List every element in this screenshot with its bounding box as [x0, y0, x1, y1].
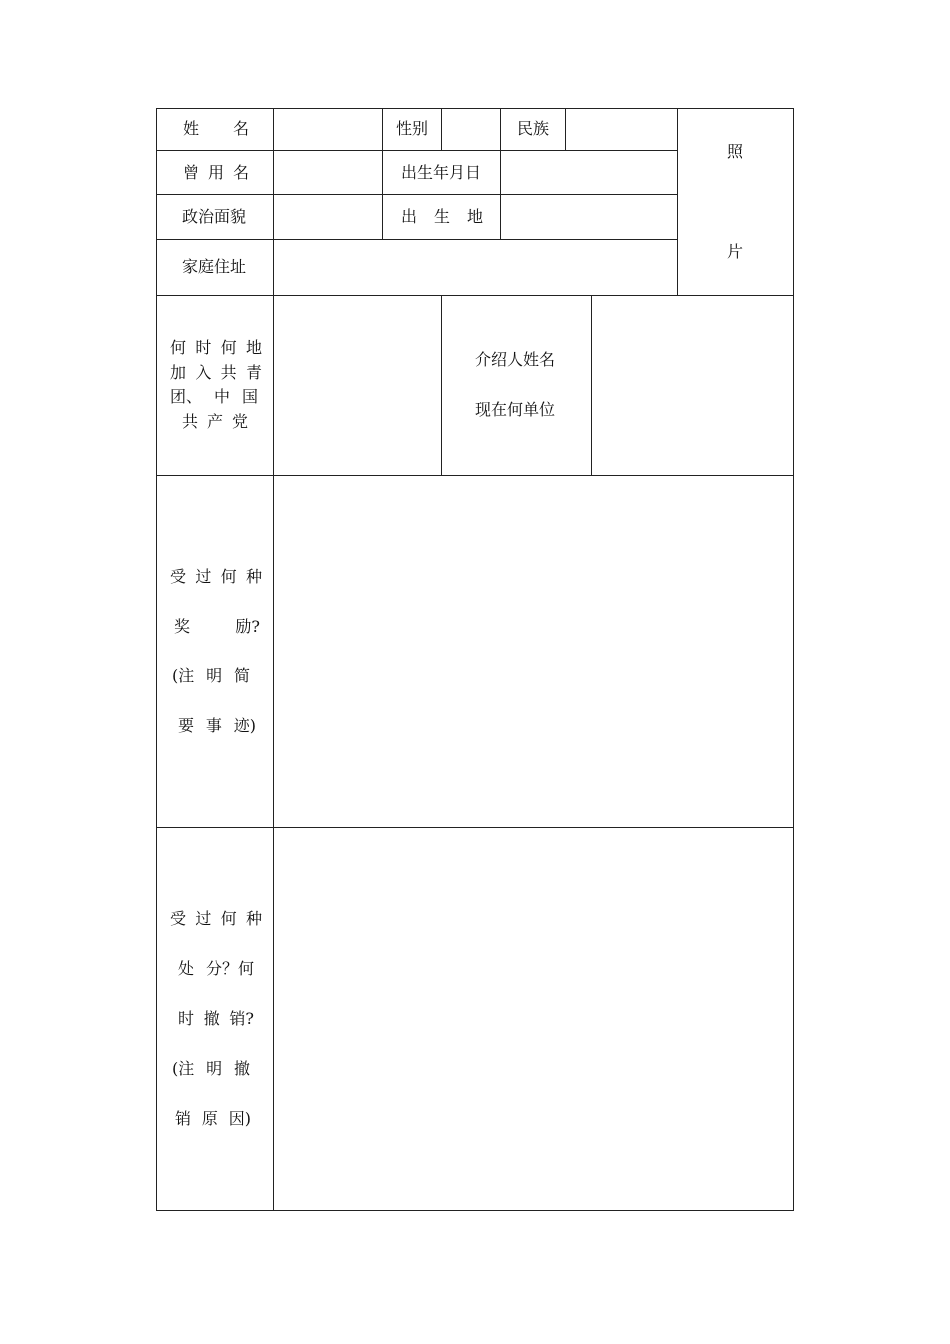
photo-label-line2: 片: [727, 242, 744, 261]
awards-label-line2: 奖 励?: [174, 617, 260, 636]
joining-label-line3: 团、 中 国: [170, 387, 258, 406]
discipline-field[interactable]: [274, 828, 793, 1210]
awards-label-line4: 要 事 迹): [178, 716, 256, 735]
border-bottom: [156, 1210, 794, 1211]
discipline-label-line3: 时 撤 销?: [178, 1009, 254, 1028]
joining-field[interactable]: [274, 296, 441, 475]
introducer-label: 介绍人姓名: [475, 350, 556, 369]
former-name-label: 曾 用 名: [183, 163, 249, 182]
unit-label: 现在何单位: [475, 400, 556, 419]
discipline-label-line4: (注 明 撤: [172, 1059, 250, 1078]
awards-field[interactable]: [274, 476, 793, 827]
photo-label-line1: 照: [727, 142, 744, 161]
former-name-field[interactable]: [274, 151, 382, 194]
border-introducer-left: [441, 295, 442, 476]
political-status-field[interactable]: [274, 195, 382, 239]
joining-label-line4: 共 产 党: [182, 412, 248, 431]
home-address-field[interactable]: [274, 240, 677, 295]
birthplace-label: 出 生 地: [401, 207, 483, 226]
awards-label-line3: (注 明 简: [172, 666, 250, 685]
birthdate-field[interactable]: [501, 151, 677, 194]
border-left: [156, 108, 157, 1211]
discipline-label-line5: 销 原 因): [175, 1109, 251, 1128]
political-status-label: 政治面貌: [182, 207, 247, 226]
discipline-label-line1: 受 过 何 种: [170, 909, 262, 928]
gender-field[interactable]: [442, 109, 500, 150]
border-col3-left: [382, 108, 383, 240]
awards-label-line1: 受 过 何 种: [170, 567, 262, 586]
ethnicity-field[interactable]: [566, 109, 677, 150]
border-right: [793, 108, 794, 1211]
joining-label-line1: 何 时 何 地: [170, 338, 262, 357]
name-label: 姓 名: [183, 119, 249, 138]
ethnicity-label: 民族: [517, 119, 550, 138]
gender-label: 性别: [396, 119, 429, 138]
photo-box[interactable]: [678, 109, 793, 295]
introducer-field[interactable]: [592, 296, 793, 475]
joining-label-line2: 加 入 共 青: [170, 363, 262, 382]
birthdate-label: 出生年月日: [401, 163, 482, 182]
name-field[interactable]: [274, 109, 382, 150]
birthplace-field[interactable]: [501, 195, 677, 239]
discipline-label-line2: 处 分？何: [178, 959, 254, 978]
home-address-label: 家庭住址: [182, 257, 247, 276]
